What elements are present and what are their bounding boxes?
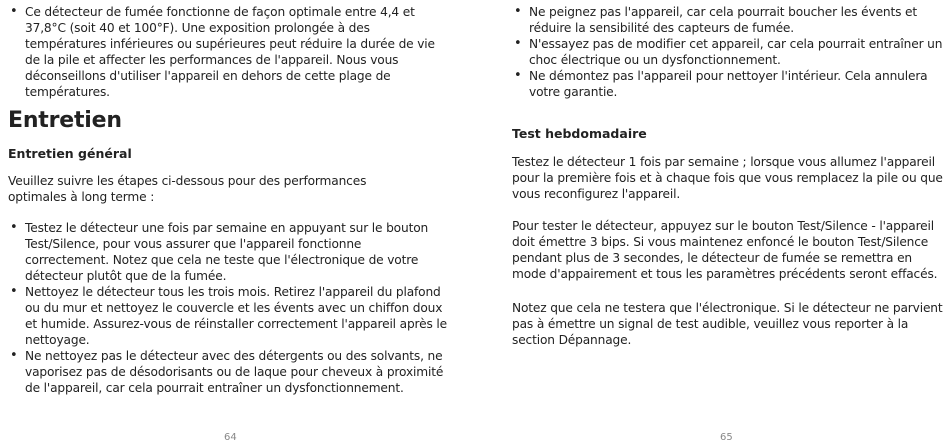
warning-bullet-list	[512, 4, 950, 100]
test-procedure-paragraph: Pour tester le détecteur, appuyez sur le bouton Test/Silence - l'appareil doit émettre 3 bips. Si vous maintenez enfoncé le bouton Test/Silence pendant plus de 3 secondes, le détecteur de fumée se remettra en mode d'appairement et tous les paramètres précédents seront effacés.	[512, 219, 938, 281]
maintenance-bullet: • Ne nettoyez pas le détecteur avec des détergents ou des solvants, ne vaporisez pas de désodorisants ou de laque pour cheveux à proximité de l'appareil, car cela pourrait entraîner un dysfonctionnement.	[8, 348, 448, 396]
subsection-title: Test hebdomadaire	[512, 126, 647, 141]
warning-bullet: • Ne peignez pas l'appareil, car cela pourrait boucher les évents et réduire la sensibilité des capteurs de fumée.	[512, 4, 950, 36]
temperature-bullet: • Ce détecteur de fumée fonctionne de façon optimale entre 4,4 et 37,8°C (soit 40 et 100°F). Une exposition prolongée à des températures inférieures ou supérieures peut réduire la durée de vie de la pile et affecter les performances de l'appareil. Nous vous déconseillons d'utiliser l'appareil en dehors de cette plage de températures.	[8, 4, 448, 100]
temperature-bullet-list	[8, 4, 448, 100]
maintenance-bullet: • Testez le détecteur une fois par semaine en appuyant sur le bouton Test/Silence, pour vous assurer que l'appareil fonctionne correctement. Notez que cela ne teste que l'électronique de votre détecteur plutôt que de la fumée.	[8, 220, 448, 284]
section-title: Entretien	[8, 108, 122, 133]
warning-bullet: • Ne démontez pas l'appareil pour nettoyer l'intérieur. Cela annulera votre garantie.	[512, 68, 950, 100]
maintenance-bullet: • Nettoyez le détecteur tous les trois mois. Retirez l'appareil du plafond ou du mur et nettoyez le couvercle et les évents avec un chiffon doux et humide. Assurez-vous de réinstaller correctement l'appareil après le nettoyage.	[8, 284, 448, 348]
intro-paragraph: Veuillez suivre les étapes ci-dessous pour des performances optimales à long terme :	[8, 174, 367, 204]
electronics-note-paragraph: Notez que cela ne testera que l'électronique. Si le détecteur ne parvient pas à émettre un signal de test audible, veuillez vous reporter à la section Dépannage.	[512, 301, 943, 347]
weekly-test-paragraph: Testez le détecteur 1 fois par semaine ; lorsque vous allumez l'appareil pour la première fois et à chaque fois que vous remplacez la pile ou que vous reconfigurez l'appareil.	[512, 155, 943, 201]
page-number: 64	[224, 432, 237, 443]
warning-bullet: • N'essayez pas de modifier cet appareil, car cela pourrait entraîner un choc électrique ou un dysfonctionnement.	[512, 36, 950, 68]
page-number: 65	[720, 432, 733, 443]
subsection-title: Entretien général	[8, 146, 132, 161]
maintenance-bullet-list	[8, 220, 448, 396]
